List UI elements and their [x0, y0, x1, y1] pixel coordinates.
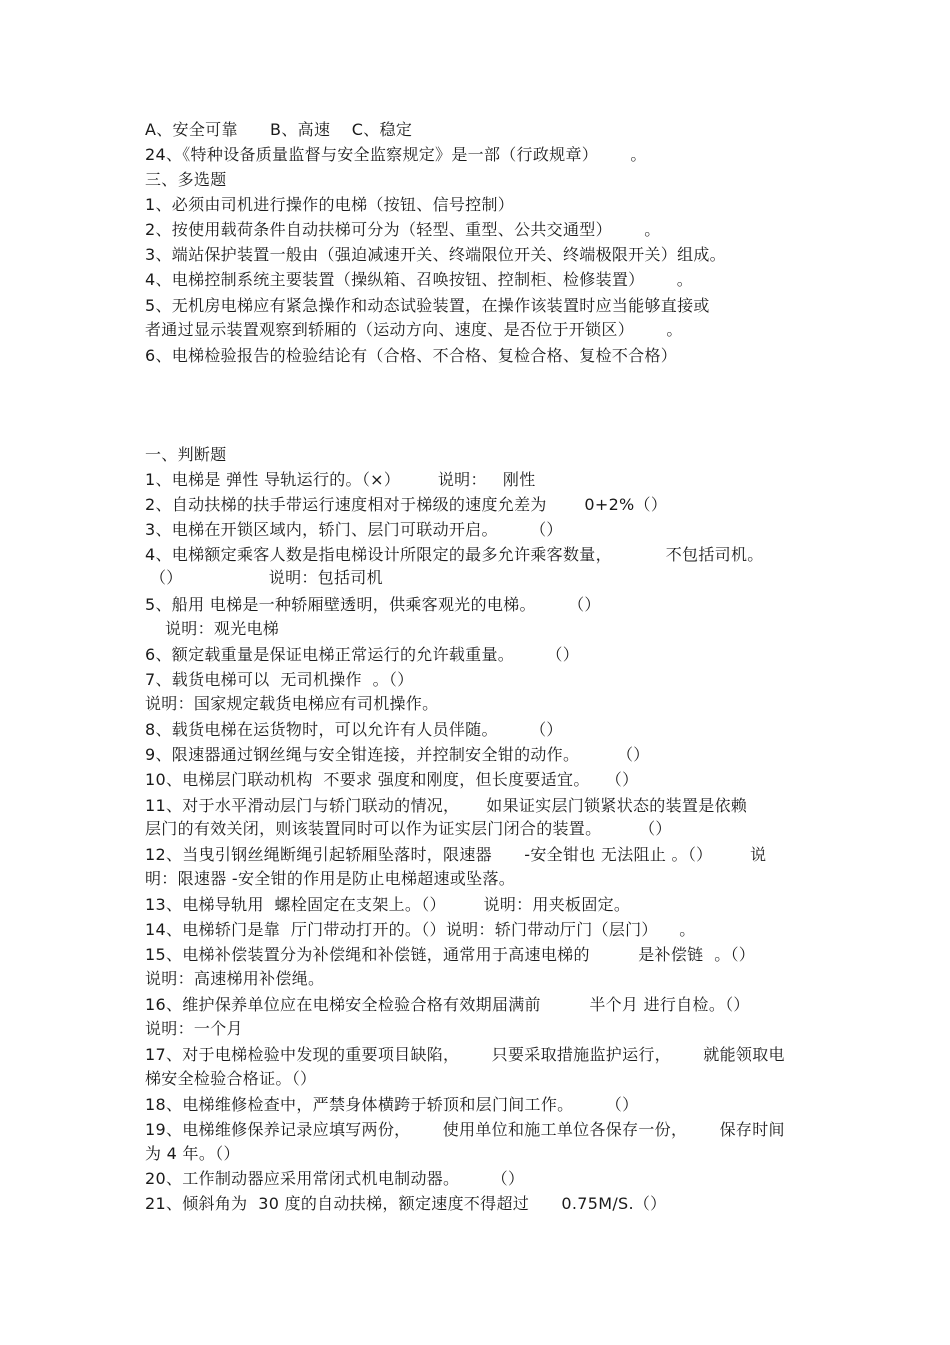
question-line: 5、无机房电梯应有紧急操作和动态试验装置，在操作该装置时应当能够直接或: [145, 296, 710, 315]
question-line: 6、额定载重量是保证电梯正常运行的允许载重量。 （）: [145, 645, 579, 664]
question-line: 24、《特种设备质量监督与安全监察规定》是一部（行政规章） 。: [145, 145, 647, 164]
question-line: 5、船用 电梯是一种轿厢壁透明，供乘客观光的电梯。 （）: [145, 595, 601, 614]
question-line-continued: 者通过显示装置观察到轿厢的（运动方向、速度、是否位于开锁区） 。: [145, 320, 683, 339]
question-line: 4、电梯额定乘客人数是指电梯设计所限定的最多允许乘客数量， 不包括司机。: [145, 545, 764, 564]
question-line: 6、电梯检验报告的检验结论有（合格、不合格、复检合格、复检不合格）: [145, 346, 678, 365]
question-line-continued: 梯安全检验合格证。（）: [145, 1069, 317, 1088]
question-line: 10、电梯层门联动机构 不要求 强度和刚度，但长度要适宜。 （）: [145, 770, 639, 789]
question-line: 16、维护保养单位应在电梯安全检验合格有效期届满前 半个月 进行自检。（）: [145, 995, 750, 1014]
option-line: A、安全可靠 B、高速 C、稳定: [145, 120, 413, 139]
question-line: 1、电梯是 弹性 导轨运行的。（×） 说明： 刚性: [145, 470, 536, 489]
explanation-line: 说明：高速梯用补偿绳。: [145, 969, 325, 988]
question-line: 21、倾斜角为 30 度的自动扶梯，额定速度不得超过 0.75M/S.（）: [145, 1194, 667, 1213]
question-line: 11、对于水平滑动层门与轿门联动的情况， 如果证实层门锁紧状态的装置是依赖: [145, 796, 748, 815]
question-line: 2、按使用载荷条件自动扶梯可分为（轻型、重型、公共交通型） 。: [145, 220, 661, 239]
question-line: 18、电梯维修检查中，严禁身体横跨于轿顶和层门间工作。 （）: [145, 1095, 639, 1114]
question-line: 1、必须由司机进行操作的电梯（按钮、信号控制）: [145, 195, 515, 214]
question-line: 7、载货电梯可以 无司机操作 。（）: [145, 670, 414, 689]
explanation-line: 说明：观光电梯: [165, 619, 280, 638]
question-line: 2、自动扶梯的扶手带运行速度相对于梯级的速度允差为 0+2%（）: [145, 495, 668, 514]
explanation-line: 说明：一个月: [145, 1019, 243, 1038]
question-line: 8、载货电梯在运货物时，可以允许有人员伴随。 （）: [145, 720, 563, 739]
question-line-continued: 层门的有效关闭，则该装置同时可以作为证实层门闭合的装置。 （）: [145, 819, 672, 838]
question-line: 4、电梯控制系统主要装置（操纵箱、召唤按钮、控制柜、检修装置） 。: [145, 270, 694, 289]
question-line: 9、限速器通过钢丝绳与安全钳连接，并控制安全钳的动作。 （）: [145, 745, 650, 764]
question-line: 3、端站保护装置一般由（强迫减速开关、终端限位开关、终端极限开关）组成。: [145, 245, 726, 264]
question-line: 14、电梯轿门是靠 厅门带动打开的。（）说明：轿门带动厅门（层门） 。: [145, 920, 696, 939]
question-line: 20、工作制动器应采用常闭式机电制动器。 （）: [145, 1169, 525, 1188]
question-line: 3、电梯在开锁区域内，轿门、层门可联动开启。 （）: [145, 520, 563, 539]
explanation-line: （） 说明：包括司机: [150, 568, 383, 587]
explanation-line: 说明：国家规定载货电梯应有司机操作。: [145, 694, 439, 713]
explanation-line: 明：限速器 -安全钳的作用是防止电梯超速或坠落。: [145, 869, 516, 888]
section-heading-true-false: 一、判断题: [145, 445, 227, 464]
question-line-continued: 为 4 年。（）: [145, 1144, 240, 1163]
question-line: 19、电梯维修保养记录应填写两份， 使用单位和施工单位各保存一份， 保存时间: [145, 1120, 785, 1139]
question-line: 13、电梯导轨用 螺栓固定在支架上。（） 说明：用夹板固定。: [145, 895, 631, 914]
section-heading-multiple-choice: 三、多选题: [145, 170, 227, 189]
question-line: 12、当曳引钢丝绳断绳引起轿厢坠落时，限速器 -安全钳也 无法阻止 。（） 说: [145, 845, 767, 864]
question-line: 15、电梯补偿装置分为补偿绳和补偿链，通常用于高速电梯的 是补偿链 。（）: [145, 945, 756, 964]
question-line: 17、对于电梯检验中发现的重要项目缺陷， 只要采取措施监护运行， 就能领取电: [145, 1045, 785, 1064]
